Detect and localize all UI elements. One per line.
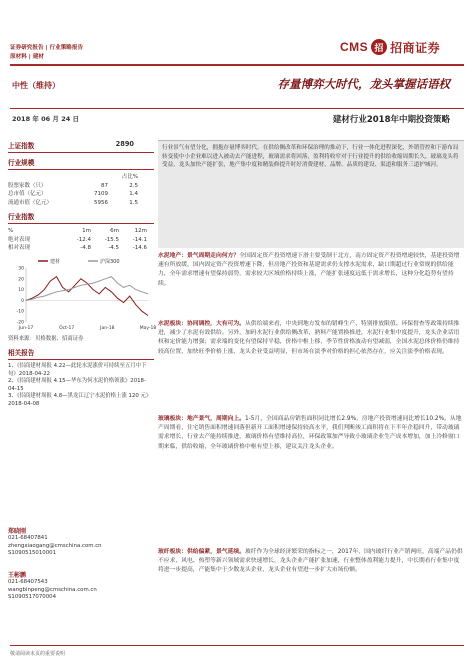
- performance-row: [8, 244, 154, 253]
- perf-key: 绝对表现: [8, 236, 31, 243]
- paragraph-text: 全国固定资产投资增速下滑主要受制于北方，南方固定资产投资增速较快，基建投资增速有所放缓，国内固定资产投资增速下降，但房地产投资和基建需求仍支撑水泥需求，缺口期超过行业常规的供给能力，全年需求增速有望保持弱势，需求较大区域价格持续上涨，产能扩张速度远低于需求增长，这种分化趋势有望持续。: [158, 253, 460, 287]
- sidebar-divider: [8, 152, 154, 153]
- perf-col-12m: 12m: [134, 228, 147, 234]
- scale-value: 87: [101, 182, 108, 189]
- performance-heading: 行业指数: [8, 213, 35, 221]
- analyst-card: [8, 528, 154, 558]
- header-divider: [10, 64, 464, 66]
- x-tick-label: Jan-18: [100, 325, 115, 331]
- analyst-name: 郑晓刚: [8, 528, 27, 535]
- scale-heading: 行业规模: [8, 159, 35, 167]
- scale-table: [8, 182, 154, 208]
- chart-source: 资料来源：贝格数据、招商证券: [8, 335, 84, 342]
- scale-value: 7109: [94, 191, 108, 197]
- x-tick-label: May-18: [139, 325, 157, 331]
- scale-pct: 2.5: [129, 182, 138, 189]
- analyst-cert: S1090517070004: [8, 594, 57, 601]
- analyst-card: [8, 572, 154, 602]
- scale-key: 总市值（亿元）: [8, 191, 47, 197]
- paragraph-text: 玻纤作为全球经济繁荣的指标之一，2017年，国内玻纤行业产销两旺，高端产品仍供不应求，风电、热塑等新兴领域需求快速增长，龙头企业产能扩张加速，行业整体盈利能力提升，中长期看行业集中度将进一步提高，产能集中于少数龙头企业，龙头企业有望进一步扩大市场份额。: [158, 549, 463, 574]
- legend-label: 沪深300: [100, 258, 120, 265]
- scale-row: [8, 182, 154, 191]
- scale-pct: 1.5: [129, 199, 138, 206]
- perf-value: -4.8: [80, 245, 91, 251]
- analyst-phone: 021-68407841: [8, 535, 48, 542]
- analyst-phone: 021-68407543: [8, 579, 48, 586]
- footer-divider: [10, 645, 464, 646]
- analyst-email[interactable]: wangbinpeng@cmschina.com.cn: [8, 586, 97, 593]
- analyst-email[interactable]: zhengxiaogang@cmschina.com.cn: [8, 542, 102, 549]
- paragraph-text: 1-5月，全国商品房销售面积同比增长2.9%，房地产投资增速同比增长10.2%。从地产周期看，住宅销售面积增速回落但新开工面积增速保持较高水平，我们判断竣工面积将在下半年企稳回升，带动玻璃需求增长，行业去产能持续推进，玻璃价格有望维持高位，环保政策加严导致小玻璃企业生产成本增加，加上冷修窗口期来临，供给收缩，全年玻璃价格中枢有望上移，建议关注龙头企业。: [158, 416, 462, 450]
- y-tick-label: 30: [18, 266, 24, 271]
- summary-box: 行业景气有望分化，拥抱存量博弈时代。在供给侧改革和环保治理的推动下，行业一体化进程深化，外销管控和下游布局转变使中小企业难以进入被动去产能进程，玻璃需求将回落，盈利将收窄对于行业提升的供给收缩周期长久，玻璃龙头将受益，龙头加快产能扩张，地产集中度和精装修提升时好消费建材、品牌、品质的建设、渠道和服务三道护城河。: [158, 140, 464, 248]
- perf-value: -12.4: [76, 236, 91, 243]
- footer-note: 敬请阅读末页的重要说明: [10, 651, 66, 657]
- perf-col-1m: 1m: [82, 228, 91, 234]
- paragraph-lead: 水泥板块：协同调控，大有可为。: [158, 321, 245, 327]
- analyst-cert: S1090515010001: [8, 550, 57, 557]
- title-divider: [10, 108, 464, 109]
- perf-key: 相对表现: [8, 245, 31, 251]
- x-tick-label: Oct-17: [59, 325, 75, 331]
- scale-row: [8, 190, 154, 199]
- related-report-item[interactable]: 2、《招商建材周报 4.15—华东为何水泥价格领涨》2018-04-15: [8, 378, 146, 392]
- rating-label: 中性（维持）: [12, 81, 60, 90]
- scale-pct: 1.4: [129, 191, 138, 197]
- related-heading: 相关报告: [8, 349, 35, 358]
- index-label: 上证指数: [8, 142, 35, 150]
- x-tick-label: Jun-17: [18, 325, 34, 331]
- perf-value: -15.5: [104, 236, 119, 243]
- related-report-item[interactable]: 1、《招商建材周报 4.22—此轮水泥涨价可持续至五月中下旬》2018-04-22: [8, 363, 147, 377]
- scale-key: 流通市值（亿元）: [8, 199, 53, 206]
- logo-text: CMS: [340, 40, 369, 54]
- perf-value: -14.1: [132, 236, 147, 243]
- scale-row: [8, 199, 154, 208]
- perf-col-unit: %: [8, 228, 14, 234]
- paragraph-glass: [158, 415, 464, 452]
- sidebar-divider: [8, 359, 154, 360]
- paragraph-fiberglass: [158, 548, 464, 576]
- performance-row: [8, 236, 154, 245]
- report-title: 存量博弈大时代，龙头掌握话语权: [277, 77, 450, 91]
- paragraph-lead: 玻纤板块：供给偏紧，景气延续。: [158, 549, 245, 555]
- paragraph-demand: [158, 252, 464, 289]
- perf-col-6m: 6m: [110, 228, 119, 234]
- related-report-item[interactable]: 3、《招商建材周报 4.8—黑龙江辽宁水泥价格上涨 120 元》2018-04-08: [8, 393, 152, 408]
- index-chart: [8, 256, 157, 336]
- scale-header-row: [8, 173, 154, 182]
- analyst-name: 王彬鹏: [8, 572, 27, 579]
- index-value: 2890: [115, 140, 134, 148]
- sector-tag: 原材料 | 建材: [10, 54, 44, 60]
- perf-value: -14.6: [132, 245, 147, 251]
- perf-value: -4.5: [108, 245, 119, 251]
- report-date: 2018 年 06 月 24 日: [12, 115, 79, 123]
- report-subtitle: 建材行业2018年中期投资策略: [332, 115, 450, 125]
- performance-table: [8, 236, 154, 253]
- index-row: [8, 140, 154, 150]
- paragraph-cement: [158, 320, 464, 357]
- brand-logo: [340, 38, 440, 56]
- scale-value: 5956: [94, 199, 108, 206]
- y-tick-label: -20: [16, 320, 24, 325]
- y-tick-label: -10: [16, 309, 24, 315]
- report-tags: [10, 44, 220, 62]
- y-tick-label: 10: [18, 287, 24, 293]
- legend-label: 建材: [50, 258, 61, 265]
- logo-badge-icon: 招: [371, 39, 387, 55]
- report-type-tag: 证券研究报告 | 行业策略报告: [10, 45, 84, 51]
- y-tick-label: 20: [18, 276, 24, 282]
- paragraph-lead: 玻璃板块：地产景气，周期向上。: [158, 416, 245, 422]
- paragraph-lead: 水泥地产：景气周期走向何方？: [158, 253, 240, 259]
- pct-header: 占比%: [121, 174, 138, 180]
- sidebar-divider: [8, 223, 154, 224]
- logo-cn: 招商证券: [390, 40, 441, 55]
- y-tick-label: 0: [21, 298, 24, 304]
- paragraph-text: 从供给端来看，中央到地方发布的错峰生产、特别排放限值、环保督查等政策持续推进，减少了水泥有效供给。另外，加码水泥行业供给侧改革，熟料产能置换推进，水泥行业集中度提升，龙头企业话语权和定价能力增强；需求端的变化有望保持平稳，价格中枢上移，季节性价格波动有望减弱，全国水泥总体价格仍维持较高位置，加快旺季价格上涨，龙头企业受益明显，但市场在淡季对价格的担心依然存在，应关注淡季价格表现。: [158, 321, 460, 355]
- scale-key: 股票家数（只）: [8, 182, 47, 189]
- sidebar: [8, 140, 157, 409]
- perf-header-row: [8, 227, 154, 236]
- sidebar-divider: [8, 169, 154, 170]
